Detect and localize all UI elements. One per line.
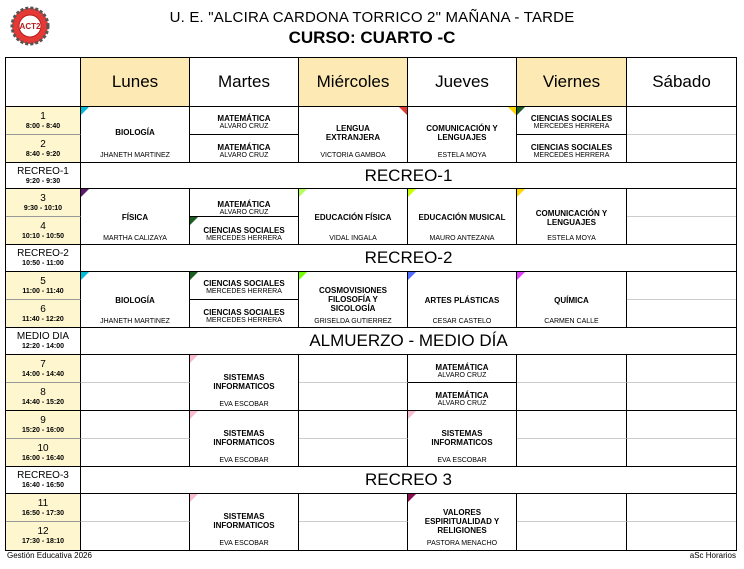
lesson-cell: SISTEMAS INFORMATICOS EVA ESCOBAR [190,355,299,411]
period-recreo-2: RECREO-2 10:50 - 11:00 [6,245,81,272]
lesson-cell: SISTEMAS INFORMATICOS EVA ESCOBAR [190,411,299,467]
day-header-sabado: Sábado [627,58,736,107]
period-3: 3 9:30 - 10:10 [6,189,81,217]
day-header-lunes: Lunes [81,58,190,107]
empty-cell [627,383,736,411]
period-recreo-3: RECREO-3 16:40 - 16:50 [6,467,81,494]
period-7: 7 14:00 - 14:40 [6,355,81,383]
empty-cell [81,439,190,467]
lesson-cell: LENGUA EXTRANJERA VICTORIA GAMBOA [299,107,408,163]
period-10: 10 16:00 - 16:40 [6,439,81,467]
lesson-cell: FÍSICA MARTHA CALIZAYA [81,189,190,245]
empty-cell [627,107,736,135]
color-marker [299,272,307,280]
color-marker [81,272,89,280]
lesson-cell: QUÍMICA CARMEN CALLE [517,272,627,328]
lesson-cell: EDUCACIÓN FÍSICA VIDAL INGALA [299,189,408,245]
empty-cell [517,439,627,467]
footer-right: aSc Horarios [689,551,736,560]
period-recreo-1: RECREO-1 9:20 - 9:30 [6,163,81,189]
empty-cell [627,189,736,217]
lesson-cell: VALORES ESPIRITUALIDAD Y RELIGIONES PASTORA MENACHO [408,494,517,550]
color-marker [517,272,525,280]
lesson-cell: COSMOVISIONES FILOSOFÍA Y SICOLOGÍA GRISELDA GUTIERREZ [299,272,408,328]
color-marker [517,189,525,197]
lesson-cell: CIENCIAS SOCIALES MERCEDES HERRERA [190,272,299,300]
empty-cell [299,355,408,383]
lesson-cell: MATEMÁTICA ALVARO CRUZ [408,383,517,411]
course-title: CURSO: CUARTO -C [288,28,456,47]
empty-cell [299,522,408,550]
lesson-cell: SISTEMAS INFORMATICOS EVA ESCOBAR [408,411,517,467]
period-4: 4 10:10 - 10:50 [6,217,81,245]
color-marker [190,411,198,419]
lesson-cell: BIOLOGÍA JHANETH MARTINEZ [81,107,190,163]
color-marker [408,411,416,419]
period-8: 8 14:40 - 15:20 [6,383,81,411]
period-12: 12 17:30 - 18:10 [6,522,81,550]
empty-cell [627,272,736,300]
footer-left: Gestión Educativa 2026 [7,551,92,560]
lesson-cell: SISTEMAS INFORMATICOS EVA ESCOBAR [190,494,299,550]
empty-cell [627,300,736,328]
empty-cell [627,135,736,163]
empty-cell [517,494,627,522]
empty-cell [299,494,408,522]
break-recreo-1: RECREO-1 [81,163,736,189]
school-title: U. E. "ALCIRA CARDONA TORRICO 2" MAÑANA - TARDE [169,9,575,26]
svg-text:ACT2: ACT2 [19,22,41,31]
day-header-viernes: Viernes [517,58,627,107]
color-marker [81,107,89,115]
lesson-cell: MATEMÁTICA ALVARO CRUZ [408,355,517,383]
empty-cell [81,411,190,439]
day-header-jueves: Jueves [408,58,517,107]
period-medio-dia: MEDIO DIA 12:20 - 14:00 [6,328,81,355]
lesson-cell: CIENCIAS SOCIALES MERCEDES HERRERA [190,217,299,245]
lesson-cell: COMUNICACIÓN Y LENGUAJES ESTELA MOYA [517,189,627,245]
period-2: 2 8:40 - 9:20 [6,135,81,163]
lesson-cell: CIENCIAS SOCIALES MERCEDES HERRERA [190,300,299,328]
color-marker [299,189,307,197]
lesson-cell: MATEMÁTICA ALVARO CRUZ [190,107,299,135]
day-header-martes: Martes [190,58,299,107]
empty-cell [299,439,408,467]
empty-cell [299,383,408,411]
color-marker [508,107,516,115]
break-recreo-2: RECREO-2 [81,245,736,272]
empty-cell [627,355,736,383]
empty-cell [517,411,627,439]
empty-cell [81,522,190,550]
lesson-cell: COMUNICACIÓN Y LENGUAJES ESTELA MOYA [408,107,517,163]
day-header-miercoles: Miércoles [299,58,408,107]
color-marker [408,272,416,280]
lesson-cell: ARTES PLÁSTICAS CESAR CASTELO [408,272,517,328]
period-11: 11 16:50 - 17:30 [6,494,81,522]
lesson-cell: MATEMÁTICA ALVARO CRUZ [190,135,299,163]
color-marker [190,355,198,363]
lesson-cell: CIENCIAS SOCIALES MERCEDES HERRERA [517,107,627,135]
color-marker [408,189,416,197]
color-marker [399,107,407,115]
empty-cell [627,494,736,522]
empty-cell [81,494,190,522]
color-marker [190,217,198,225]
empty-cell [627,411,736,439]
color-marker [190,494,198,502]
empty-cell [517,522,627,550]
color-marker [81,189,89,197]
empty-cell [81,383,190,411]
empty-cell [299,411,408,439]
empty-cell [517,383,627,411]
empty-cell [627,217,736,245]
empty-cell [81,355,190,383]
period-9: 9 15:20 - 16:00 [6,411,81,439]
timetable-grid [5,57,737,551]
empty-cell [517,355,627,383]
lesson-cell: MATEMÁTICA ALVARO CRUZ [190,189,299,217]
lesson-cell: BIOLOGÍA JHANETH MARTINEZ [81,272,190,328]
period-1: 1 8:00 - 8:40 [6,107,81,135]
lesson-cell: EDUCACIÓN MUSICAL MAURO ANTEZANA [408,189,517,245]
color-marker [408,494,416,502]
lesson-cell: CIENCIAS SOCIALES MERCEDES HERRERA [517,135,627,163]
break-almuerzo: ALMUERZO - MEDIO DÍA [81,328,736,355]
empty-cell [627,439,736,467]
period-5: 5 11:00 - 11:40 [6,272,81,300]
corner-cell [6,58,81,107]
period-6: 6 11:40 - 12:20 [6,300,81,328]
break-recreo-3: RECREO 3 [81,467,736,494]
empty-cell [627,522,736,550]
